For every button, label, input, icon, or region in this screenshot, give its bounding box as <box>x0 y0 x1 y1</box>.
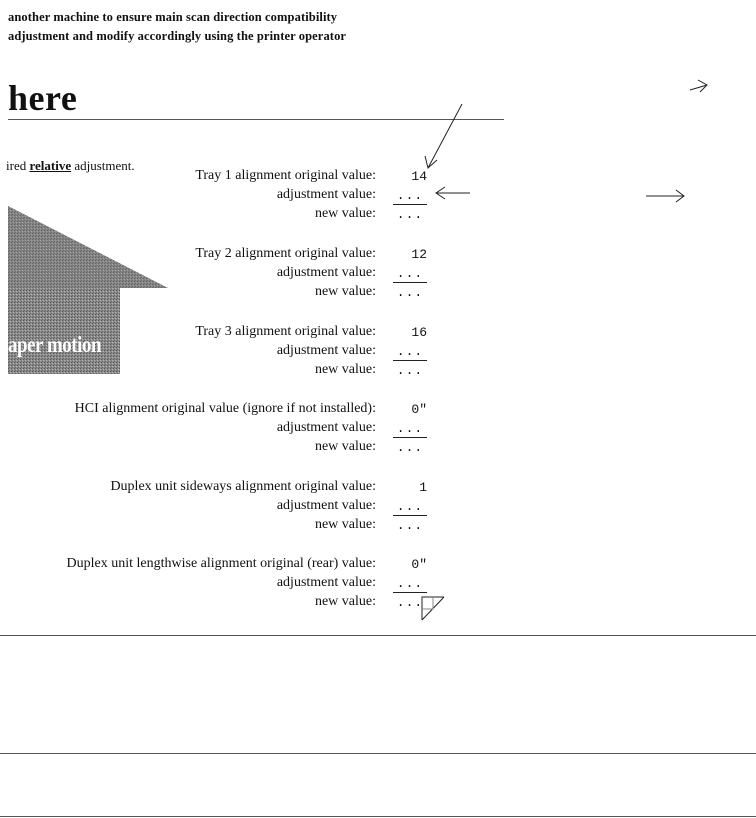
original-value-field: 0" <box>411 557 427 572</box>
original-value-label: Tray 3 alignment original value: <box>195 324 376 339</box>
adjustment-value-field[interactable]: ... <box>393 499 427 516</box>
adjustment-value-label: adjustment value: <box>276 187 376 202</box>
adjustment-value-label: adjustment value: <box>276 343 376 358</box>
intro-line-2: adjustment and modify accordingly using the printer operator <box>8 29 347 43</box>
adjustment-value-field[interactable]: ... <box>393 344 427 361</box>
new-value-field[interactable]: ... <box>396 518 424 533</box>
small-right-arrow-icon <box>690 80 707 92</box>
instruction-emphasis: relative <box>29 158 72 173</box>
new-value-label: new value: <box>314 517 376 532</box>
section-divider-3 <box>0 816 756 817</box>
adjustment-value-field[interactable]: ... <box>393 576 427 593</box>
original-value-field: 12 <box>411 247 427 262</box>
adjustment-value-field[interactable]: ... <box>393 188 427 205</box>
original-value-label: Tray 1 alignment original value: <box>195 168 376 183</box>
page-curl-icon <box>422 597 444 620</box>
intro-line-1: another machine to ensure main scan direction compatibility <box>8 10 338 24</box>
original-value-label: Tray 2 alignment original value: <box>195 246 376 261</box>
original-value-field: 1 <box>419 480 427 495</box>
adjustment-value-field[interactable]: ... <box>393 266 427 283</box>
new-value-field[interactable]: ... <box>396 285 424 300</box>
adjustment-value-field[interactable]: ... <box>393 421 427 438</box>
adjustment-value-label: adjustment value: <box>276 498 376 513</box>
new-value-label: new value: <box>314 594 376 609</box>
section-heading: here <box>8 78 78 118</box>
new-value-field[interactable]: ... <box>396 595 424 610</box>
right-arrow-icon <box>646 190 684 202</box>
new-value-label: new value: <box>314 284 376 299</box>
adjustment-value-label: adjustment value: <box>276 420 376 435</box>
section-divider-2 <box>0 753 756 754</box>
original-value-field: 16 <box>411 325 427 340</box>
new-value-field[interactable]: ... <box>396 440 424 455</box>
new-value-field[interactable]: ... <box>396 207 424 222</box>
original-value-field: 0" <box>411 402 427 417</box>
new-value-field[interactable]: ... <box>396 363 424 378</box>
new-value-label: new value: <box>314 362 376 377</box>
section-divider-1 <box>0 635 756 636</box>
original-value-field: 14 <box>411 169 427 184</box>
diagonal-pointer-arrow-icon <box>425 104 462 168</box>
instruction-suffix: adjustment. <box>71 158 135 173</box>
new-value-label: new value: <box>314 206 376 221</box>
paper-motion-label: aper motion <box>8 332 102 357</box>
new-value-label: new value: <box>314 439 376 454</box>
original-value-label: Duplex unit sideways alignment original value: <box>110 479 376 494</box>
adjustment-value-label: adjustment value: <box>276 265 376 280</box>
instruction-prefix: ired <box>6 158 30 173</box>
adjustment-value-label: adjustment value: <box>276 575 376 590</box>
original-value-label: HCI alignment original value (ignore if not installed): <box>74 401 376 416</box>
original-value-label: Duplex unit lengthwise alignment original (rear) value: <box>66 556 376 571</box>
left-arrow-icon <box>436 187 470 199</box>
